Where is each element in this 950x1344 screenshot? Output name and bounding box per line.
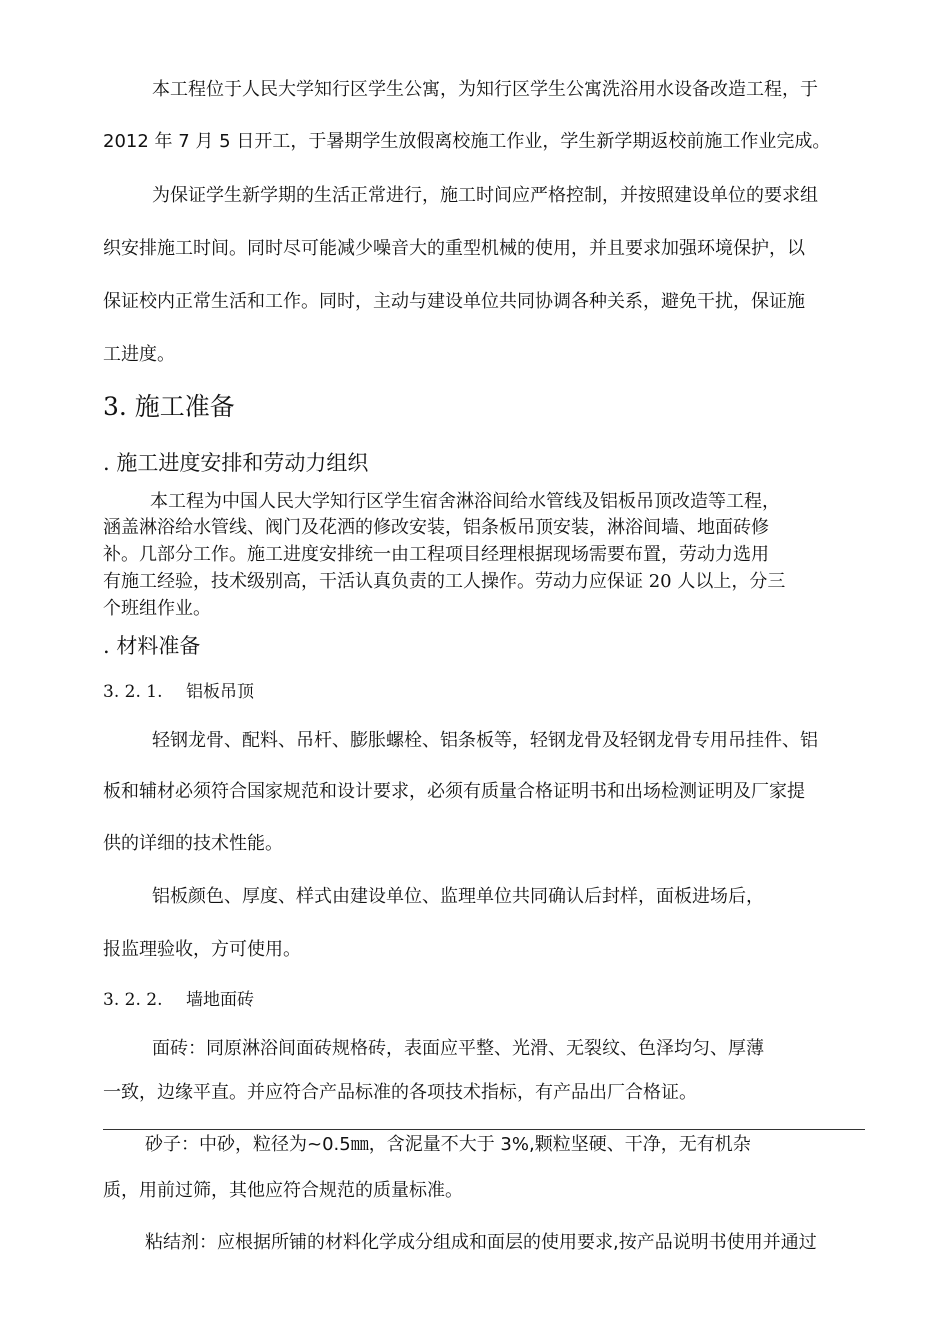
- horizontal-divider: [103, 1129, 865, 1130]
- paragraph-line: 本工程位于人民大学知行区学生公寓，为知行区学生公寓洗浴用水设备改造工程，于: [152, 79, 818, 100]
- paragraph-line: 质，用前过筛，其他应符合规范的质量标准。: [103, 1180, 463, 1201]
- subsection-heading: . 材料准备: [103, 634, 201, 658]
- paragraph-line: 织安排施工时间。同时尽可能减少噪音大的重型机械的使用，并且要求加强环境保护，以: [103, 238, 805, 259]
- section-heading: 3. 施工准备: [103, 392, 235, 421]
- item-number: 3. 2. 1.: [103, 682, 163, 702]
- item-title: 铝板吊顶: [186, 682, 254, 702]
- paragraph-line: 有施工经验，技术级别高，干活认真负责的工人操作。劳动力应保证 20 人以上，分三: [103, 571, 786, 592]
- paragraph-line: 报监理验收，方可使用。: [103, 939, 301, 960]
- paragraph-line: 砂子：中砂，粒径为~0.5㎜，含泥量不大于 3%,颗粒坚硬、干净，无有机杂: [145, 1134, 751, 1155]
- paragraph-line: 粘结剂：应根据所铺的材料化学成分组成和面层的使用要求,按产品说明书使用并通过: [145, 1232, 817, 1253]
- paragraph-line: 本工程为中国人民大学知行区学生宿舍淋浴间给水管线及铝板吊顶改造等工程，: [150, 491, 780, 512]
- paragraph-line: 为保证学生新学期的生活正常进行，施工时间应严格控制，并按照建设单位的要求组: [152, 185, 818, 206]
- paragraph-line: 轻钢龙骨、配料、吊杆、膨胀螺栓、铝条板等，轻钢龙骨及轻钢龙骨专用吊挂件、铝: [152, 730, 818, 751]
- item-number: 3. 2. 2.: [103, 990, 163, 1010]
- paragraph-line: 工进度。: [103, 344, 175, 365]
- subsection-heading: . 施工进度安排和劳动力组织: [103, 451, 369, 475]
- paragraph-line: 一致，边缘平直。并应符合产品标准的各项技术指标，有产品出厂合格证。: [103, 1082, 697, 1103]
- paragraph-line: 供的详细的技术性能。: [103, 833, 283, 854]
- paragraph-line: 涵盖淋浴给水管线、阀门及花洒的修改安装，铝条板吊顶安装，淋浴间墙、地面砖修: [103, 517, 769, 538]
- paragraph-line: 个班组作业。: [103, 598, 211, 619]
- paragraph-line: 板和辅材必须符合国家规范和设计要求，必须有质量合格证明书和出场检测证明及厂家提: [103, 781, 805, 802]
- paragraph-line: 2012 年 7 月 5 日开工，于暑期学生放假离校施工作业，学生新学期返校前施工作业完成。: [103, 131, 831, 152]
- item-title: 墙地面砖: [186, 990, 254, 1010]
- paragraph-line: 补。几部分工作。施工进度安排统一由工程项目经理根据现场需要布置，劳动力选用: [103, 544, 769, 565]
- paragraph-line: 保证校内正常生活和工作。同时，主动与建设单位共同协调各种关系，避免干扰，保证施: [103, 291, 805, 312]
- paragraph-line: 铝板颜色、厚度、样式由建设单位、监理单位共同确认后封样，面板进场后，: [152, 886, 764, 907]
- paragraph-line: 面砖：同原淋浴间面砖规格砖，表面应平整、光滑、无裂纹、色泽均匀、厚薄: [152, 1038, 764, 1059]
